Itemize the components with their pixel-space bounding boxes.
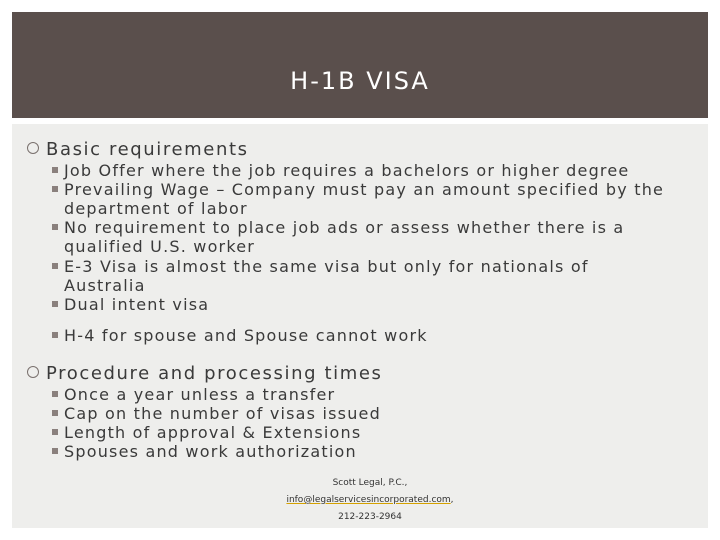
square-bullet-icon [52, 332, 58, 338]
list-item-text: Job Offer where the job requires a bachelors or higher degree [64, 161, 630, 180]
list-item [64, 218, 674, 256]
circle-bullet-icon [27, 366, 39, 378]
section-heading-procedure [46, 363, 383, 384]
section-heading-label: Basic requirements [46, 139, 249, 160]
square-bullet-icon [52, 224, 58, 230]
list-item-text: Prevailing Wage – Company must pay an amount specified by the department of labor [64, 180, 665, 218]
list-item-text: Cap on the number of visas issued [64, 404, 381, 423]
section-heading-basic [46, 139, 249, 160]
list-item-text: Dual intent visa [64, 295, 210, 314]
list-item [64, 180, 674, 218]
list-item [64, 404, 674, 423]
email-link[interactable]: info@legalservicesincorporated.com [286, 495, 451, 505]
list-item [64, 423, 674, 442]
list-item [64, 385, 674, 404]
list-item [64, 257, 674, 295]
square-bullet-icon [52, 391, 58, 397]
title-bar [12, 12, 708, 118]
list-item-text: No requirement to place job ads or assess whether there is a qualified U.S. worker [64, 218, 625, 256]
list-item [64, 161, 674, 180]
square-bullet-icon [52, 410, 58, 416]
circle-bullet-icon [27, 142, 39, 154]
footer-email-line [270, 492, 470, 509]
square-bullet-icon [52, 301, 58, 307]
slide-title: H-1B VISA [290, 67, 430, 95]
footer-email-suffix: , [450, 495, 454, 505]
list-item-text: H-4 for spouse and Spouse cannot work [64, 326, 428, 345]
footer-phone: 212-223-2964 [338, 512, 402, 522]
square-bullet-icon [52, 263, 58, 269]
square-bullet-icon [52, 429, 58, 435]
square-bullet-icon [52, 186, 58, 192]
footer [270, 475, 470, 526]
list-item [64, 326, 674, 345]
section-heading-label: Procedure and processing times [46, 363, 383, 384]
list-item-text: E-3 Visa is almost the same visa but only for nationals of Australia [64, 257, 589, 295]
square-bullet-icon [52, 448, 58, 454]
square-bullet-icon [52, 167, 58, 173]
list-item [64, 442, 674, 461]
list-item-text: Once a year unless a transfer [64, 385, 336, 404]
list-item-text: Spouses and work authorization [64, 442, 357, 461]
footer-name: Scott Legal, P.C., [332, 478, 408, 488]
list-item [64, 295, 674, 314]
list-item-text: Length of approval & Extensions [64, 423, 362, 442]
